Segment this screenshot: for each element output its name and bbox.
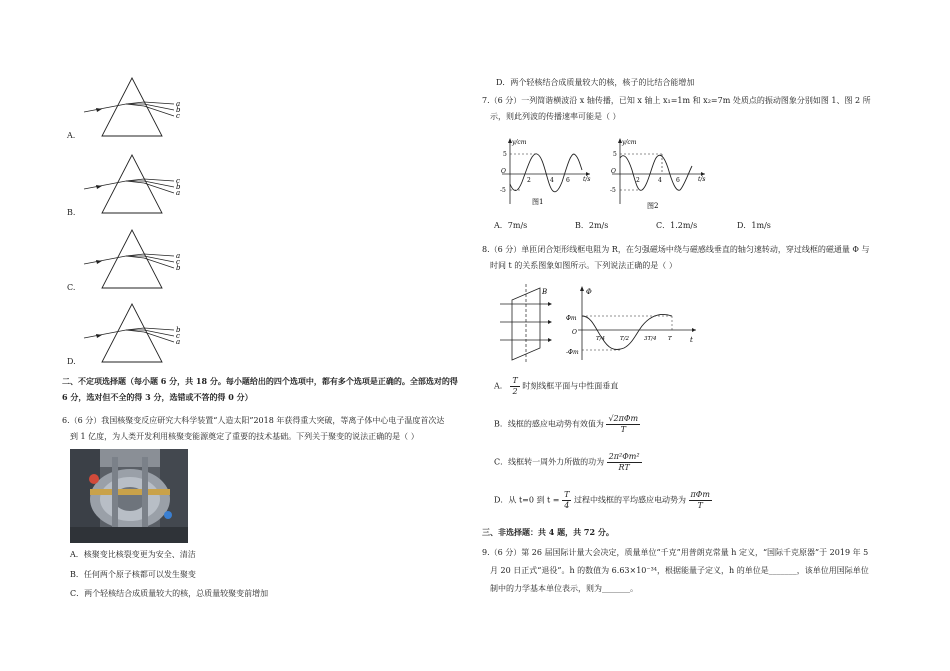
q7-graph2: [610, 138, 706, 210]
ray-label: c: [176, 112, 180, 120]
q7-graph1-ymax: 5: [503, 151, 507, 158]
q6-line1: 6.（6 分）我国核聚变反应研究大科学装置“人造太阳”2018 年获得重大突破，等离子体中心电子温度首次达: [62, 416, 445, 425]
q7-graph2-tick-4: 4: [658, 177, 662, 184]
q9-line2: 月 20 日正式“退役”。h 的数值为 6.63×10⁻³⁴，根据能量子定义，h 的单位是_______，该单位用国际单位: [490, 566, 869, 575]
q8-flux-graph: [566, 286, 696, 360]
q8-option-b-num: √2πΦm: [608, 414, 639, 423]
refracted-ray-b: [126, 256, 174, 268]
q7-fig1-caption: 图1: [532, 198, 544, 206]
q8-neg-label: -Φm: [566, 349, 579, 356]
q8-option-d-fraction2: [689, 490, 712, 511]
q7-option-c: C．1.2m/s: [656, 221, 698, 230]
q7-graph1-tick-6: 6: [566, 177, 570, 184]
q8-field-label: B: [542, 288, 548, 296]
q7-vibration-graphs: [490, 134, 720, 214]
ray-label: c: [176, 177, 180, 185]
q8-option-c-fraction: [607, 452, 642, 473]
q8-xlabel: t: [690, 336, 693, 344]
q8-tick-three-quarter: 3T/4: [644, 336, 657, 342]
q8-option-b-fraction: [606, 414, 640, 435]
ray-label: b: [176, 106, 181, 114]
fusion-device-photo: [70, 449, 188, 543]
q8-option-c: [494, 452, 642, 473]
q7-line2: 示，则此列波的传播速率可能是（ ）: [490, 112, 621, 121]
q9-line1: 9.（6 分）第 26 届国际计量大会决定，质量单位“千克”用普朗克常量 h 定义，“国际千克原器”于 2019 年 5: [482, 548, 869, 557]
q8-option-d: [494, 490, 712, 511]
q8-option-b: [494, 414, 640, 435]
q7-graph2-ylabel: y/cm: [622, 139, 637, 146]
q8-option-d-den1: 4: [564, 501, 570, 510]
q8-option-d-num1: T: [564, 490, 570, 499]
q8-pos-label: Φm: [566, 315, 577, 322]
prism-option-label: B.: [67, 208, 76, 217]
ray-label: b: [176, 326, 181, 334]
q8-line1: 8.（6 分）单匝闭合矩形线框电阻为 R，在匀强磁场中绕与磁感线垂直的轴匀速转动，穿过线框的磁通量 Φ 与: [482, 245, 870, 254]
q6-line2: 到 1 亿度，为人类开发利用核聚变能源奠定了重要的技术基础。下列关于聚变的说法正确的是（ ）: [70, 432, 419, 441]
q8-option-d-den2: T: [697, 501, 703, 510]
q8-tick-quarter: T/4: [596, 336, 606, 342]
q6-option-d: D．两个轻核结合成质量较大的核，核子的比结合能增加: [496, 78, 695, 87]
q7-graph1: [500, 138, 591, 206]
q7-option-b: B．2m/s: [575, 221, 609, 230]
q8-option-c-num: 2π²Φm²: [608, 452, 640, 461]
q8-option-c-text: C．线框转一周外力所做的功为: [494, 457, 605, 467]
q7-graph2-ymin: -5: [610, 187, 616, 194]
section2-line1: 二、不定项选择题（每小题 6 分，共 18 分。每小题给出的四个选项中，都有多个选项是正确的。全部选对的得: [62, 376, 458, 386]
q7-graph2-tick-2: 2: [636, 177, 640, 184]
prism-diagram: [80, 76, 200, 138]
q7-graph2-xlabel: t/s: [698, 176, 706, 183]
q8-ylabel: Φ: [586, 288, 592, 296]
q7-fig2-caption: 图2: [647, 202, 659, 210]
prism-option-label: C.: [67, 283, 76, 292]
incident-ray: [84, 104, 126, 112]
q8-option-a-prefix: A．: [494, 381, 508, 391]
q8-tick-period: T: [668, 336, 672, 342]
q7-line1: 7.（6 分）一列简谐横波沿 x 轴传播，已知 x 轴上 x₁=1m 和 x₂=7m 处质点的振动图象分别如图 1、图 2 所: [482, 96, 871, 105]
q8-option-a-den: 2: [512, 387, 518, 396]
q8-tick-half: T/2: [620, 336, 630, 342]
prism-option-label: D.: [67, 357, 76, 366]
q6-option-a: A．核聚变比核裂变更为安全、清洁: [70, 550, 196, 559]
q8-line2: 时间 t 的关系图象如图所示。下列说法正确的是（ ）: [490, 261, 677, 270]
q6-option-c: C．两个轻核结合成质量较大的核，总质量较聚变前增加: [70, 589, 269, 598]
q8-option-b-text: B．线框的感应电动势有效值为: [494, 419, 604, 429]
incident-ray: [84, 181, 126, 189]
q7-graph2-tick-6: 6: [676, 177, 680, 184]
q7-graph1-origin: O: [501, 168, 506, 175]
prism-option-label: A.: [67, 131, 76, 140]
q8-option-a-text: 时刻线框平面与中性面垂直: [522, 381, 619, 391]
q8-option-a: [494, 376, 618, 397]
ray-label: a: [176, 100, 181, 108]
ray-label: a: [176, 252, 181, 260]
q8-option-d-text1: D．从 t=0 到 t =: [494, 495, 560, 505]
incident-ray: [84, 256, 126, 264]
ray-label: b: [176, 183, 181, 191]
prism-diagram: [80, 302, 200, 364]
prism-diagram: [80, 153, 200, 215]
q8-option-a-num: T: [512, 376, 518, 385]
ray-label: b: [176, 264, 181, 272]
q7-graph1-ymin: -5: [500, 187, 506, 194]
q7-graph2-ymax: 5: [613, 151, 617, 158]
incident-ray: [84, 330, 126, 338]
q7-option-a: A．7m/s: [494, 221, 528, 230]
q8-option-d-text2: 过程中线框的平均感应电动势为: [573, 495, 686, 505]
q8-option-c-den: RT: [618, 463, 630, 472]
ray-label: a: [176, 189, 181, 197]
q7-graph1-tick-2: 2: [527, 177, 531, 184]
q8-option-d-num2: πΦm: [690, 490, 710, 499]
q8-option-d-fraction1: [562, 490, 571, 511]
q6-option-b: B．任何两个原子核都可以发生聚变: [70, 570, 196, 579]
q8-figure: [490, 282, 700, 364]
ray-label: c: [176, 258, 180, 266]
q8-option-b-den: T: [620, 425, 626, 434]
q7-graph1-ylabel: y/cm: [512, 139, 527, 146]
q7-graph1-tick-4: 4: [550, 177, 554, 184]
q8-option-a-fraction: [510, 376, 519, 397]
q8-origin: O: [572, 329, 577, 336]
ray-label: c: [176, 332, 180, 340]
ray-label: a: [176, 338, 181, 346]
section3-title: 三、非选择题：共 4 题，共 72 分。: [482, 527, 614, 537]
refracted-ray-c: [126, 104, 174, 116]
q9-line3: 制中的力学基本单位表示，则为_______。: [490, 584, 638, 593]
q7-graph2-origin: O: [611, 168, 616, 175]
q8-coil-diagram: [500, 284, 552, 362]
prism-diagram: [80, 228, 200, 290]
refracted-ray-a: [126, 330, 174, 342]
q7-option-d: D．1m/s: [737, 221, 771, 230]
refracted-ray-a: [126, 181, 174, 193]
q7-graph1-xlabel: t/s: [583, 176, 591, 183]
section2-line2: 6 分，选对但不全的得 3 分，选错或不答的得 0 分）: [62, 392, 253, 402]
